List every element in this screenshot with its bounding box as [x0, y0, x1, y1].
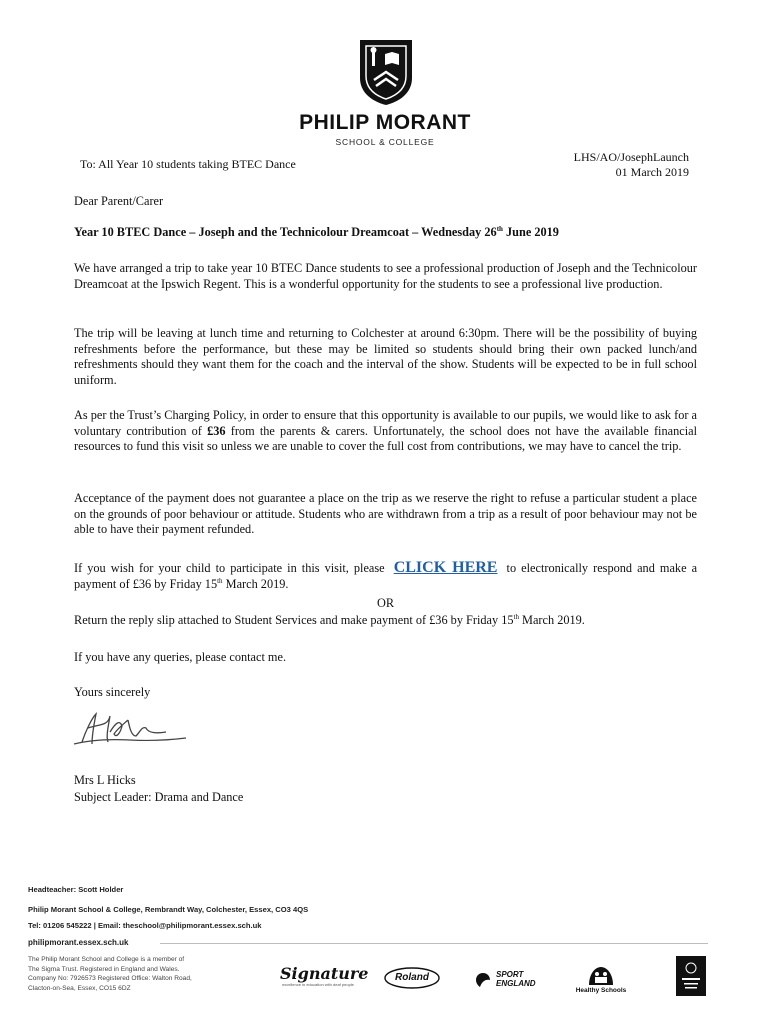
paragraph-trip-intro: We have arranged a trip to take year 10 BTEC Dance students to see a professional production of Joseph and the Technicolour Dreamcoat at the Ipswich Regent. This is a wonderful opportunity for the students to see a professional live production. [74, 261, 697, 291]
footer-divider [160, 943, 708, 944]
school-subtitle: SCHOOL & COLLEGE [335, 137, 435, 147]
heading-text: Year 10 BTEC Dance – Joseph and the Technicolour Dreamcoat – Wednesday 26 [74, 225, 497, 239]
footer-headteacher: Headteacher: Scott Holder [28, 885, 124, 894]
letter-date: 01 March 2019 [615, 165, 689, 179]
school-crest-logo [358, 38, 414, 106]
signer-name: Mrs L Hicks [74, 773, 136, 787]
reply-text: Return the reply slip attached to Student Services and make payment of £36 by Friday 15 [74, 613, 514, 627]
trust-statement [28, 955, 228, 993]
paragraph-trip-details: The trip will be leaving at lunch time and returning to Colchester at around 6:30pm. There will be the possibility of buying refreshments before the performance, but these may be limited so students should bring their own packed lunch/and refreshments should they want them for the coach and the interval of the show. Students will be expected to be in full school uniform. [74, 326, 697, 387]
partner-badge-logo [676, 956, 706, 996]
handwritten-signature [70, 706, 190, 754]
reference-block [574, 150, 689, 180]
charging-text: As per the Trust’s Charging Policy, in order to ensure that this opportunity is available to our pupils, we would like to ask for a voluntary contribution of [74, 408, 697, 438]
footer-contact: Tel: 01206 545222 | Email: theschool@philipmorant.essex.sch.uk [28, 921, 262, 930]
recipient-line: To: All Year 10 students taking BTEC Dance [80, 157, 296, 171]
or-separator: OR [376, 596, 395, 610]
reply-text-end: March 2019. [518, 613, 585, 627]
healthy-schools-text: Healthy Schools [575, 987, 627, 994]
signature-logo [280, 964, 369, 987]
reference-code: LHS/AO/JosephLaunch [573, 150, 689, 164]
sport-logo-text: SPORT [496, 970, 524, 979]
salutation: Dear Parent/Carer [74, 194, 164, 208]
trust-line: The Sigma Trust. Registered in England and Wales. [28, 965, 180, 973]
healthy-schools-logo [570, 964, 632, 994]
heading-sup: th [496, 224, 503, 233]
respond-text: If you wish for your child to participate in this visit, please [74, 561, 385, 575]
roland-logo [384, 967, 440, 989]
footer-url[interactable]: philipmorant.essex.sch.uk [28, 938, 129, 947]
roland-logo-text: Roland [395, 972, 429, 983]
paragraph-charging-policy [74, 408, 697, 455]
footer-address: Philip Morant School & College, Rembrandt Way, Colchester, Essex, CO3 4QS [28, 905, 309, 914]
paragraph-respond [74, 560, 697, 592]
paragraph-queries: If you have any queries, please contact me. [74, 650, 287, 664]
click-here-link[interactable]: CLICK HERE [393, 559, 498, 576]
respond-text-mid: to electronically respond and make a payment of £36 by Friday 15 [74, 561, 698, 591]
closing: Yours sincerely [74, 685, 151, 699]
school-name: PHILIP MORANT [299, 111, 471, 134]
england-logo-text: ENGLAND [496, 979, 536, 988]
trust-line: The Philip Morant School and College is a member of [28, 956, 185, 963]
contribution-amount: £36 [207, 423, 226, 438]
trust-line: Clacton-on-Sea, Essex, CO15 6DZ [28, 984, 131, 992]
signature-logo-text: Signature [280, 964, 369, 983]
respond-sup: th [217, 576, 223, 585]
signer-title: Subject Leader: Drama and Dance [74, 790, 244, 804]
letter-heading [74, 225, 697, 241]
trust-line: Company No: 7926573 Registered Office: Walton Road, [28, 975, 192, 983]
paragraph-reply-slip [74, 613, 697, 629]
heading-text-end: June 2019 [502, 225, 559, 239]
respond-text-end: March 2019. [222, 576, 289, 591]
paragraph-acceptance: Acceptance of the payment does not guarantee a place on the trip as we reserve the right to refuse a particular student a place on the grounds of poor behaviour or attitude. Students who are withdrawn from a trip as a result of poor behaviour may not be able to have their payment refunded. [74, 491, 697, 537]
charging-text-end: from the parents & carers. Unfortunately, the school does not have the available financial resources to fund this visit so unless we are unable to cover the full cost from contributions, we may have to cancel the trip. [74, 423, 697, 454]
signature-logo-sub: excellence in education with deaf people [282, 982, 354, 987]
reply-sup: th [513, 612, 519, 621]
